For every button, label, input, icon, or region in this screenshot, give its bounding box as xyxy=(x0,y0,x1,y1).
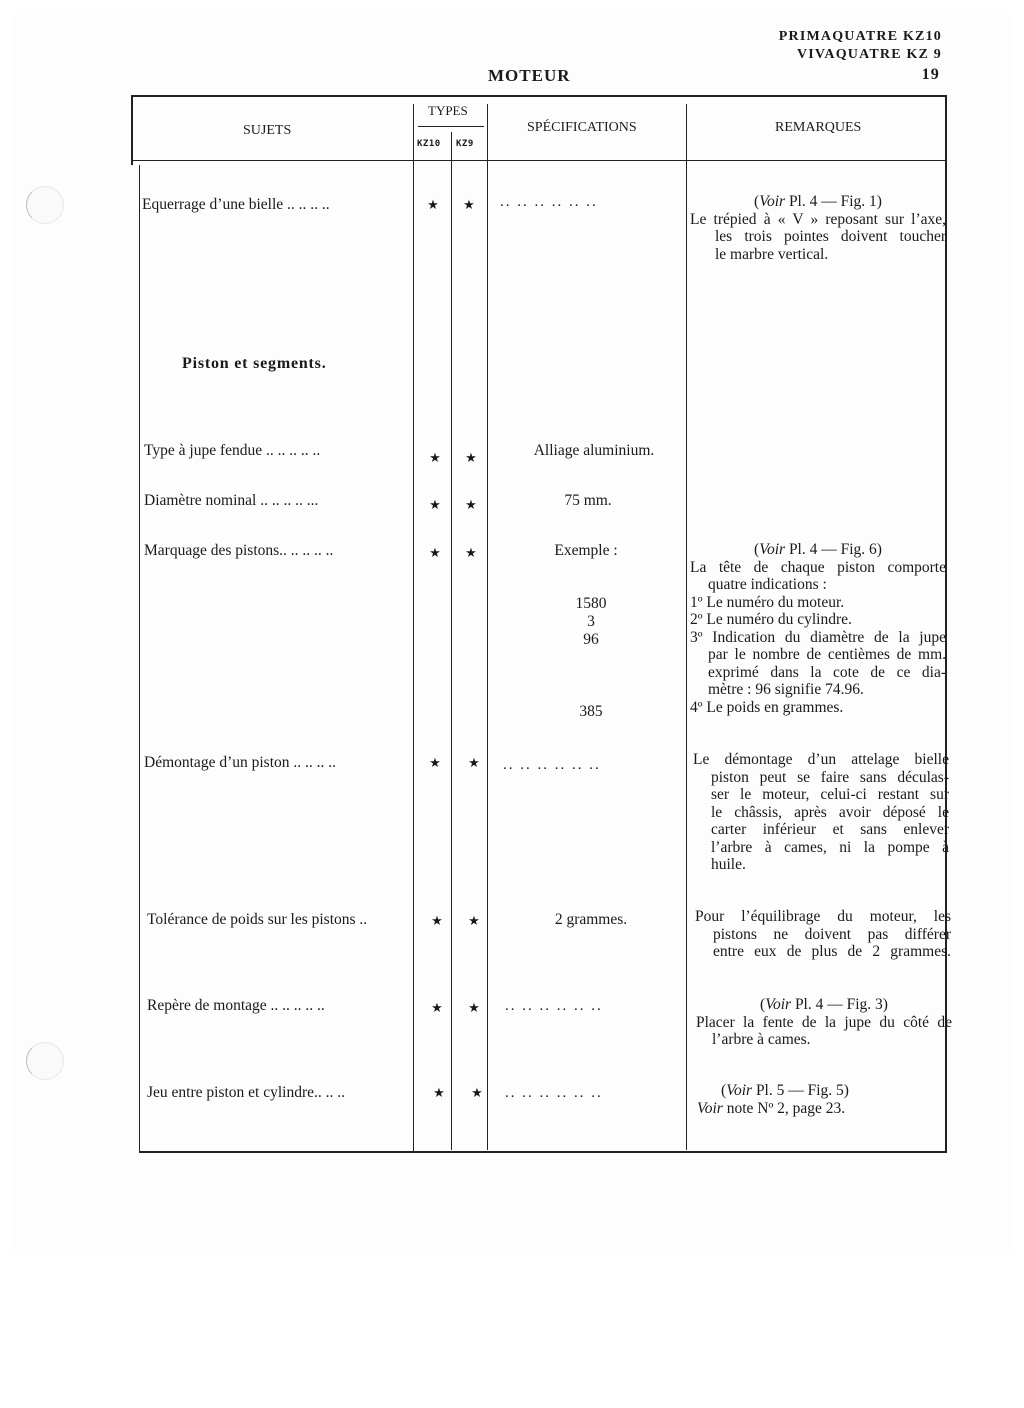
remark-line: (Voir Pl. 5 — Fig. 5) xyxy=(721,1082,849,1099)
row-subject: Type à jupe fendue .. .. .. .. .. xyxy=(144,442,321,459)
punch-hole xyxy=(26,1042,64,1080)
row-spec: 75 mm. xyxy=(564,492,612,509)
spec-value: 385 xyxy=(579,703,603,720)
remark-line: (Voir Pl. 4 — Fig. 1) xyxy=(754,193,882,210)
remark-line: Le trépied à « V » reposant sur l’axe, xyxy=(690,210,946,228)
row-subject: Marquage des pistons.. .. .. .. .. xyxy=(144,542,334,559)
row-subject: Jeu entre piston et cylindre.. .. .. xyxy=(147,1084,346,1101)
col-header-kz9: KZ9 xyxy=(456,139,474,149)
col-header-kz10: KZ10 xyxy=(417,139,441,149)
remark-line: (Voir Pl. 4 — Fig. 6) xyxy=(754,541,882,558)
remark-line: huile. xyxy=(711,856,746,873)
row-remarks xyxy=(690,541,946,716)
remark-line: 1º Le numéro du moteur. xyxy=(690,593,845,611)
remark-line: exprimé dans la cote de ce dia- xyxy=(708,663,946,681)
star-kz10: ★ xyxy=(429,497,441,512)
section-title: Piston et segments. xyxy=(182,355,327,372)
star-kz10: ★ xyxy=(433,1085,445,1100)
table-left-border-upper xyxy=(131,95,133,165)
col-header-specifications: SPÉCIFICATIONS xyxy=(527,120,637,135)
remark-line: le marbre vertical. xyxy=(715,245,829,263)
remark-line: Placer la fente de la jupe du côté de xyxy=(696,1013,952,1031)
row-remarks xyxy=(690,193,946,263)
spec-value: 96 xyxy=(583,631,599,648)
remark-line: piston peut se faire sans déculas- xyxy=(711,768,949,786)
header-rule xyxy=(133,160,945,161)
row-subject: Equerrage d’une bielle .. .. .. .. xyxy=(142,196,330,213)
remark-line: pistons ne doivent pas différer xyxy=(713,925,951,943)
col-divider-types xyxy=(487,104,488,1150)
remark-line: carter inférieur et sans enlever xyxy=(711,821,949,838)
remark-line: Le démontage d’un attelage bielle xyxy=(693,751,949,768)
spec-dots: .. .. .. .. .. .. xyxy=(503,757,601,773)
spec-dots: .. .. .. .. .. .. xyxy=(500,194,598,210)
spec-dots: .. .. .. .. .. .. xyxy=(505,1085,603,1101)
star-kz10: ★ xyxy=(427,197,439,212)
spec-dots: .. .. .. .. .. .. xyxy=(505,998,603,1014)
col-divider-subjects xyxy=(413,104,414,1152)
star-kz10: ★ xyxy=(429,450,441,465)
types-rule xyxy=(418,126,484,127)
col-header-types: TYPES xyxy=(428,103,468,118)
remark-line: ser le moteur, celui-ci restant sur xyxy=(711,786,949,803)
row-subject: Repère de montage .. .. .. .. .. xyxy=(147,997,325,1014)
col-header-subjects: SUJETS xyxy=(243,123,292,138)
remark-line: 3º Indication du diamètre de la jupe xyxy=(690,628,946,646)
row-subject: Diamètre nominal .. .. .. .. ... xyxy=(144,492,319,509)
remark-line: 4º Le poids en grammes. xyxy=(690,698,844,716)
star-kz9: ★ xyxy=(468,913,480,928)
row-spec: 2 grammes. xyxy=(554,911,628,928)
page-title: MOTEUR xyxy=(488,66,571,85)
col-divider-specs xyxy=(686,104,687,1150)
remark-line: l’arbre à cames. xyxy=(712,1031,811,1048)
table-left-border xyxy=(139,165,140,1151)
remark-line: quatre indications : xyxy=(708,576,827,593)
row-spec: Exemple : xyxy=(554,542,618,559)
star-kz10: ★ xyxy=(429,545,441,560)
remark-line: Voir note Nº 2, page 23. xyxy=(697,1099,846,1117)
star-kz9: ★ xyxy=(471,1085,483,1100)
remark-line: (Voir Pl. 4 — Fig. 3) xyxy=(760,996,888,1013)
star-kz9: ★ xyxy=(465,497,477,512)
col-header-remarks: REMARQUES xyxy=(775,120,862,135)
model-line-primaquatre: PRIMAQUATRE KZ10 xyxy=(778,29,942,44)
row-remarks xyxy=(697,1082,953,1117)
star-kz9: ★ xyxy=(465,545,477,560)
row-remarks xyxy=(693,751,949,874)
star-kz10: ★ xyxy=(429,755,441,770)
spec-value: 3 xyxy=(587,613,595,630)
spec-value: 1580 xyxy=(575,595,607,612)
star-kz10: ★ xyxy=(431,1000,443,1015)
remark-line: l’arbre à cames, ni la pompe à xyxy=(711,838,949,856)
remark-line: les trois pointes doivent toucher xyxy=(715,228,946,245)
row-remarks xyxy=(696,996,952,1049)
star-kz10: ★ xyxy=(431,913,443,928)
table-bottom-border xyxy=(139,1151,947,1153)
remark-line: Pour l’équilibrage du moteur, les xyxy=(695,908,951,925)
star-kz9: ★ xyxy=(465,450,477,465)
table-top-border xyxy=(131,95,946,97)
model-line-vivaquatre: VIVAQUATRE KZ 9 xyxy=(796,47,942,62)
remark-line: 2º Le numéro du cylindre. xyxy=(690,611,852,628)
remark-line: mètre : 96 signifie 74.96. xyxy=(708,681,864,698)
remark-line: entre eux de plus de 2 grammes. xyxy=(713,943,951,960)
remark-line: le châssis, après avoir déposé le xyxy=(711,803,949,821)
star-kz9: ★ xyxy=(468,755,480,770)
punch-hole xyxy=(26,186,64,224)
row-spec: Alliage aluminium. xyxy=(533,442,655,459)
col-divider-kz10 xyxy=(451,132,452,1150)
row-remarks xyxy=(695,908,951,961)
star-kz9: ★ xyxy=(463,197,475,212)
row-subject: Tolérance de poids sur les pistons .. xyxy=(147,911,368,928)
page-number: 19 xyxy=(921,66,940,83)
remark-line: La tête de chaque piston comporte xyxy=(690,558,946,576)
row-subject: Démontage d’un piston .. .. .. .. xyxy=(144,754,337,771)
star-kz9: ★ xyxy=(468,1000,480,1015)
remark-line: par le nombre de centièmes de mm. xyxy=(708,646,946,663)
